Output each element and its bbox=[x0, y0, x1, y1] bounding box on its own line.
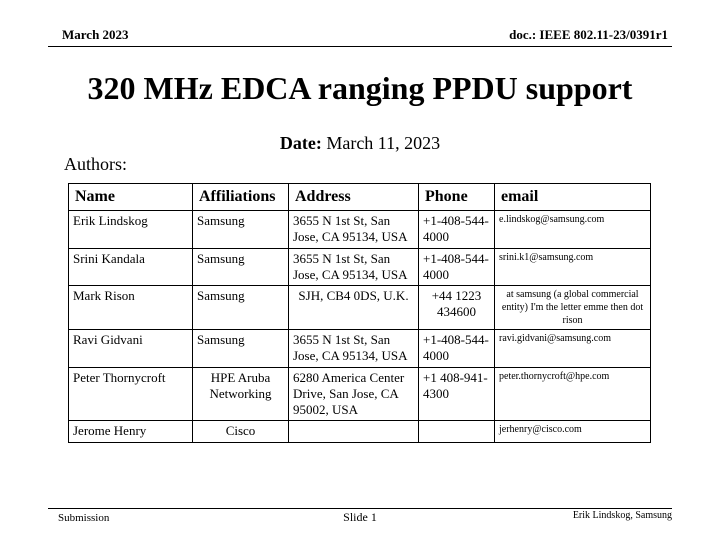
author-email: peter.thornycroft@hpe.com bbox=[495, 367, 651, 421]
author-affiliation: HPE Aruba Networking bbox=[193, 367, 289, 421]
author-email: ravi.gidvani@samsung.com bbox=[495, 330, 651, 368]
table-header-row bbox=[69, 184, 651, 211]
table-row bbox=[69, 367, 651, 421]
header-divider bbox=[48, 46, 672, 47]
author-name: Jerome Henry bbox=[69, 421, 193, 442]
table-row bbox=[69, 421, 651, 442]
author-affiliation: Samsung bbox=[193, 211, 289, 249]
author-affiliation: Samsung bbox=[193, 286, 289, 330]
author-phone: +1-408-544-4000 bbox=[419, 211, 495, 249]
date-line bbox=[0, 133, 720, 154]
author-phone: +1 408-941-4300 bbox=[419, 367, 495, 421]
author-affiliation: Cisco bbox=[193, 421, 289, 442]
table-row bbox=[69, 286, 651, 330]
author-name: Ravi Gidvani bbox=[69, 330, 193, 368]
slide-title: 320 MHz EDCA ranging PPDU support bbox=[87, 70, 633, 106]
col-phone: Phone bbox=[419, 184, 495, 211]
footer-submission: Submission bbox=[58, 512, 110, 524]
header-doc-id: doc.: IEEE 802.11-23/0391r1 bbox=[509, 27, 668, 42]
author-email: at samsung (a global commercial entity) I'm the letter emme then dot rison bbox=[495, 286, 651, 330]
date-value: March 11, 2023 bbox=[326, 133, 441, 153]
author-name: Mark Rison bbox=[69, 286, 193, 330]
footer-slide-number: Slide 1 bbox=[343, 510, 377, 524]
col-name: Name bbox=[69, 184, 193, 211]
table-row bbox=[69, 248, 651, 286]
author-phone bbox=[419, 421, 495, 442]
author-phone: +1-408-544-4000 bbox=[419, 330, 495, 368]
footer-author: Erik Lindskog, Samsung bbox=[572, 510, 672, 521]
authors-label: Authors: bbox=[64, 154, 127, 174]
author-address: 6280 America Center Drive, San Jose, CA 95002, USA bbox=[289, 367, 419, 421]
author-address: 3655 N 1st St, San Jose, CA 95134, USA bbox=[289, 211, 419, 249]
author-address bbox=[289, 421, 419, 442]
author-email: e.lindskog@samsung.com bbox=[495, 211, 651, 249]
author-email: srini.k1@samsung.com bbox=[495, 248, 651, 286]
table-row bbox=[69, 211, 651, 249]
footer-divider bbox=[48, 508, 672, 509]
date-label: Date: bbox=[279, 133, 322, 153]
author-address: 3655 N 1st St, San Jose, CA 95134, USA bbox=[289, 248, 419, 286]
author-address: 3655 N 1st St, San Jose, CA 95134, USA bbox=[289, 330, 419, 368]
authors-table bbox=[68, 183, 651, 443]
author-address: SJH, CB4 0DS, U.K. bbox=[289, 286, 419, 330]
header-date: March 2023 bbox=[62, 27, 129, 42]
author-phone: +44 1223 434600 bbox=[419, 286, 495, 330]
author-phone: +1-408-544-4000 bbox=[419, 248, 495, 286]
author-email: jerhenry@cisco.com bbox=[495, 421, 651, 442]
author-name: Srini Kandala bbox=[69, 248, 193, 286]
author-name: Erik Lindskog bbox=[69, 211, 193, 249]
col-address: Address bbox=[289, 184, 419, 211]
author-name: Peter Thornycroft bbox=[69, 367, 193, 421]
table-row bbox=[69, 330, 651, 368]
col-affiliations: Affiliations bbox=[193, 184, 289, 211]
author-affiliation: Samsung bbox=[193, 248, 289, 286]
author-affiliation: Samsung bbox=[193, 330, 289, 368]
col-email: email bbox=[495, 184, 651, 211]
